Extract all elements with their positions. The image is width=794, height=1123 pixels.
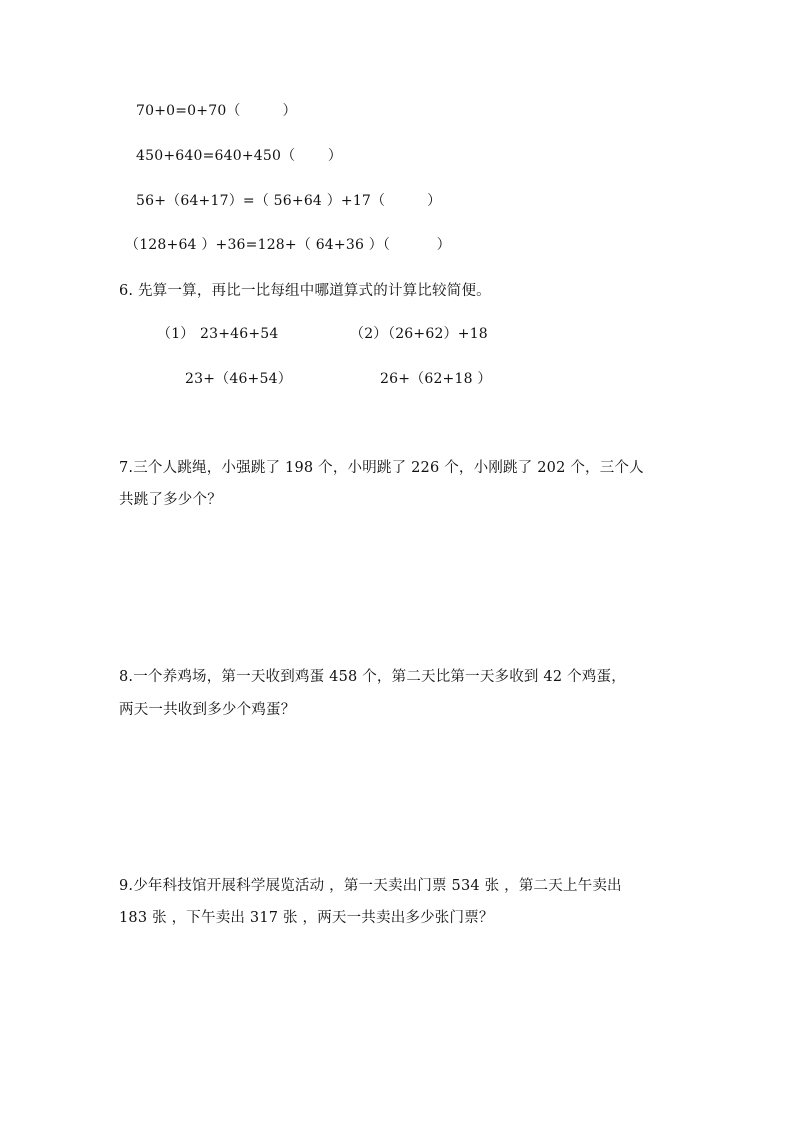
question-7-line-2: 共跳了多少个？ (119, 492, 222, 508)
q6-group-2-label: （2） (350, 326, 388, 342)
q6-group-1-label: （1） (157, 326, 195, 342)
question-8-line-2: 两天一共收到多少个鸡蛋？ (119, 702, 296, 718)
equation-4: （128+64 ）+36=128+（ 64+36 ）（ ） (125, 237, 451, 253)
q6-group-2-expression-b: 26+（62+18 ） (380, 371, 492, 387)
equation-2: 450+640=640+450（ ） (136, 148, 343, 164)
question-8-line-1: 8.一个养鸡场，第一天收到鸡蛋 458 个，第二天比第一天多收到 42 个鸡蛋， (119, 669, 626, 685)
q6-group-2-expression-a: （26+62）+18 (381, 326, 488, 342)
equation-3: 56+（64+17）=（ 56+64 ）+17（ ） (136, 193, 442, 209)
question-9-line-2: 183 张 ，下午卖出 317 张 ，两天一共卖出多少张门票？ (119, 910, 494, 926)
q6-group-1-expression-a: 23+46+54 (200, 326, 279, 342)
question-9-line-1: 9.少年科技馆开展科学展览活动 ，第一天卖出门票 534 张 ，第二天上午卖出 (119, 878, 622, 894)
question-7-line-1: 7.三个人跳绳，小强跳了 198 个，小明跳了 226 个，小刚跳了 202 个，三个人 (119, 460, 644, 476)
q6-group-1-expression-b: 23+（46+54） (185, 371, 292, 387)
question-6-title: 6. 先算一算，再比一比每组中哪道算式的计算比较简便。 (119, 283, 491, 299)
equation-1: 70+0=0+70（ ） (136, 103, 297, 119)
